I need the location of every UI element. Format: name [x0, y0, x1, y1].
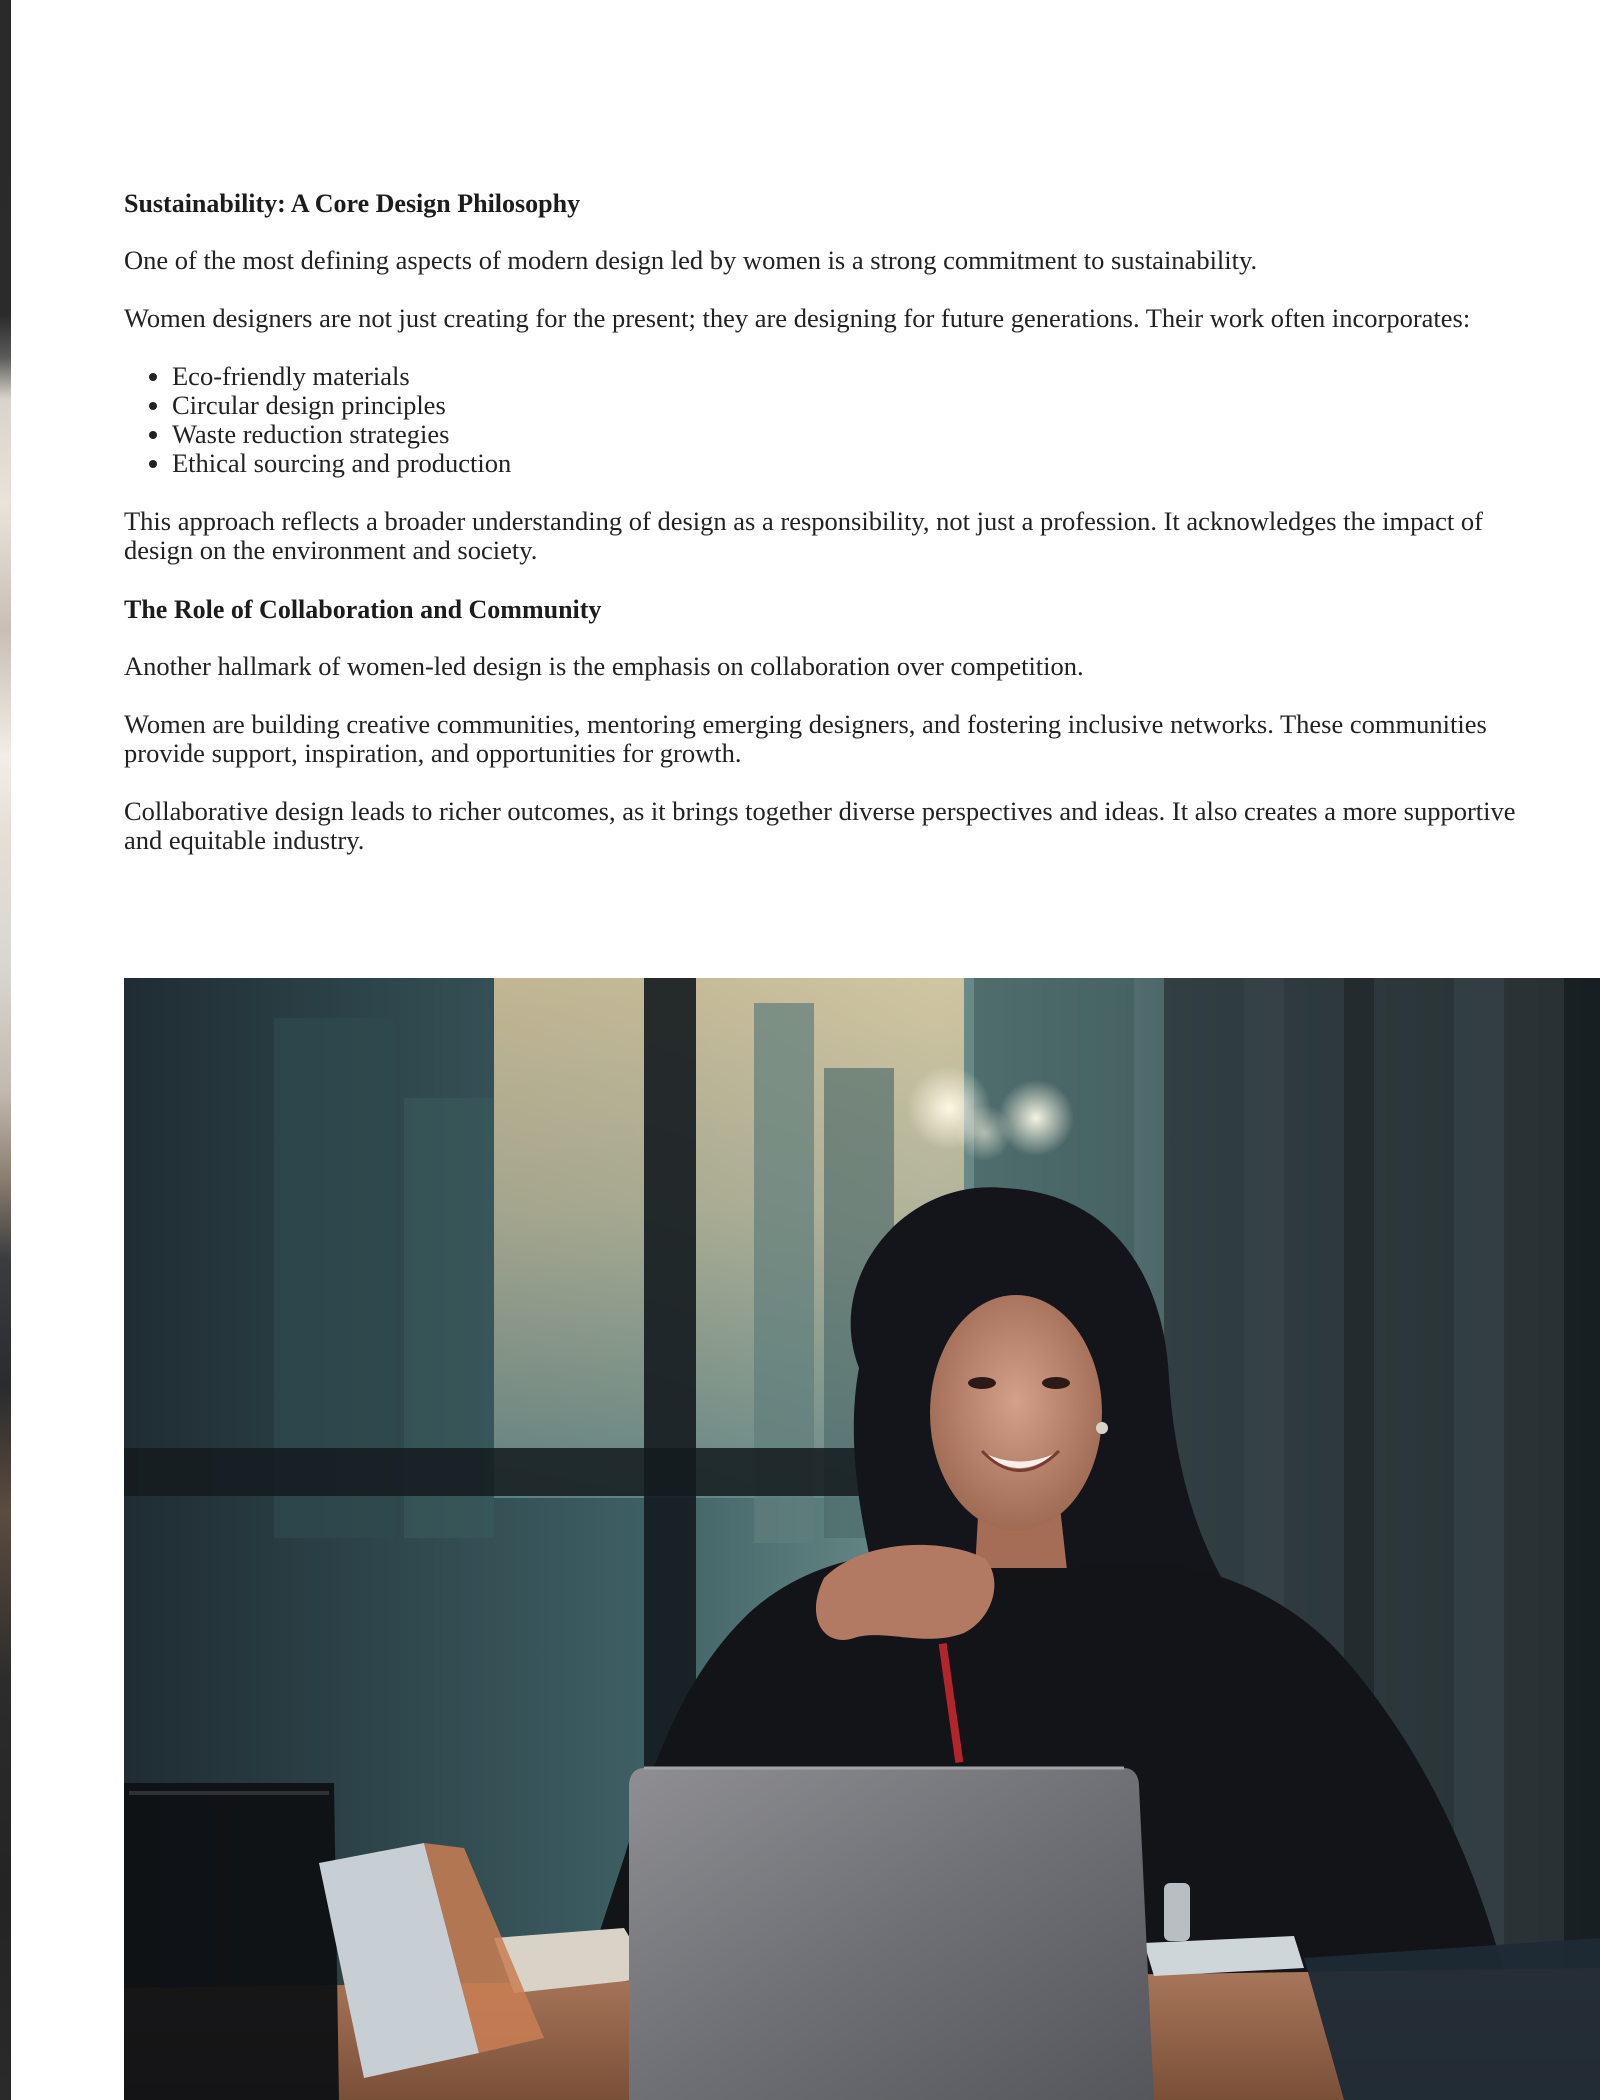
section-heading-collaboration: The Role of Collaboration and Community: [124, 595, 602, 624]
list-item: • Waste reduction strategies: [172, 420, 1524, 449]
section-heading-sustainability: Sustainability: A Core Design Philosophy: [124, 189, 581, 218]
photo-woman-at-laptop: [124, 978, 1600, 2100]
paragraph-sustainability-detail: Women designers are not just creating for the present; they are designing for future generations. Their work often incorporates:: [124, 303, 1471, 333]
article-body: [124, 188, 1524, 884]
paragraph-collaboration-2: Women are building creative communities, mentoring emerging designers, and fostering inclusive networks. These communities provide support, inspiration, and opportunities for growth.: [124, 709, 1487, 768]
paragraph-sustainability-closing: This approach reflects a broader understanding of design as a responsibility, not just a profession. It acknowledges the impact of design on the environment and society.: [124, 506, 1483, 565]
list-item: • Eco-friendly materials: [172, 362, 1524, 391]
paragraph-collaboration-3: Collaborative design leads to richer outcomes, as it brings together diverse perspectives and ideas. It also creates a more supportive and equitable industry.: [124, 796, 1516, 855]
sustainability-bullet-list: [124, 362, 1524, 478]
paragraph-collaboration-1: Another hallmark of women-led design is the emphasis on collaboration over competition.: [124, 651, 1084, 681]
list-item: • Circular design principles: [172, 391, 1524, 420]
paragraph-sustainability-intro: One of the most defining aspects of modern design led by women is a strong commitment to sustainability.: [124, 245, 1258, 275]
list-item: • Ethical sourcing and production: [172, 449, 1524, 478]
previous-photo-edge: [0, 0, 11, 2100]
